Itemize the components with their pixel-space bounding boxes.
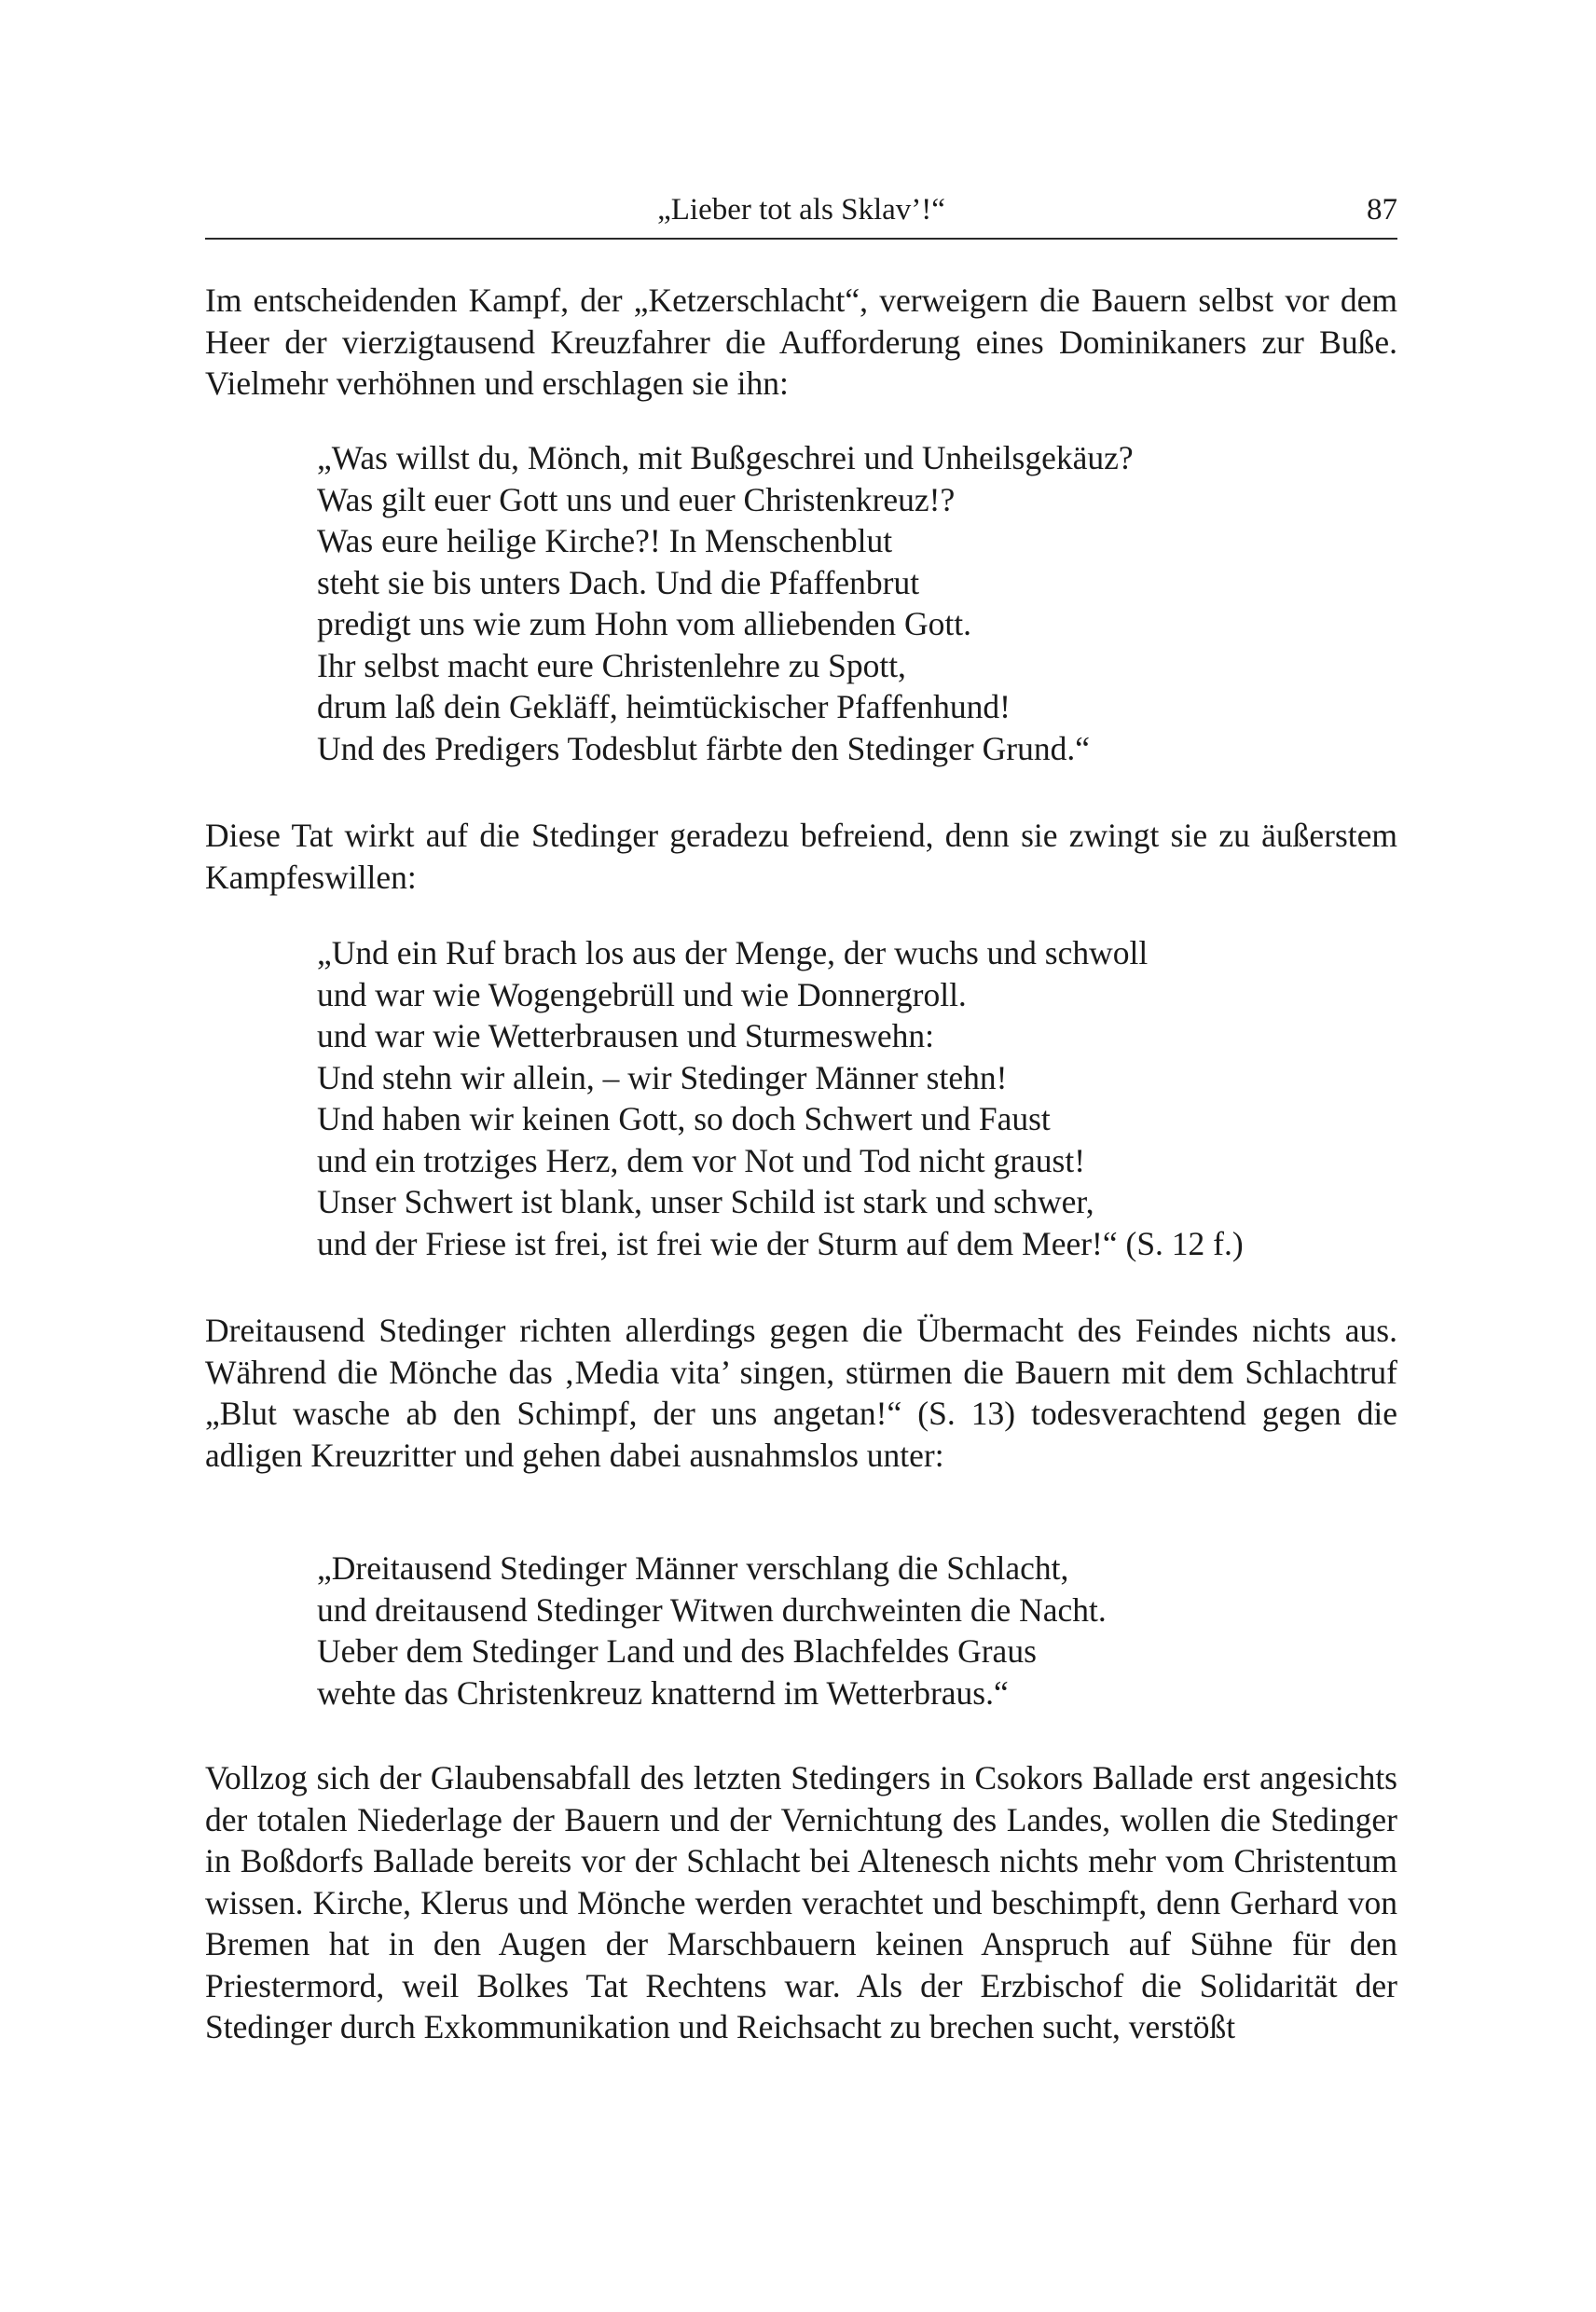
verse-line: Ihr selbst macht eure Christenlehre zu Spott,	[317, 646, 906, 684]
verse-line: „Was willst du, Mönch, mit Bußgeschrei und Unheilsgekäuz?	[317, 439, 1134, 476]
paragraph-2: Diese Tat wirkt auf die Stedinger geradezu befreiend, denn sie zwingt sie zu äußerstem Kampfeswillen:	[205, 817, 1397, 896]
verse-line: und dreitausend Stedinger Witwen durchweinten die Nacht.	[317, 1590, 1107, 1629]
verse-line: predigt uns wie zum Hohn vom alliebenden Gott.	[317, 605, 971, 642]
verse-line: Und haben wir keinen Gott, so doch Schwert und Faust	[317, 1100, 1051, 1137]
page-header	[205, 191, 1397, 240]
verse-block-3	[317, 1548, 1398, 1713]
verse-line: drum laß dein Gekläff, heimtückischer Pfaffenhund!	[317, 688, 1011, 725]
verse-line: Unser Schwert ist blank, unser Schild ist stark und schwer,	[317, 1183, 1094, 1220]
verse-block-1	[317, 437, 1398, 769]
verse-line: Was eure heilige Kirche?! In Menschenblut	[317, 522, 893, 559]
verse-line: und war wie Wetterbrausen und Sturmeswehn:	[317, 1017, 934, 1054]
verse-line: und war wie Wogengebrüll und wie Donnergroll.	[317, 975, 967, 1013]
verse-line: und ein trotziges Herz, dem vor Not und Tod nicht graust!	[317, 1141, 1086, 1179]
verse-line: und der Friese ist frei, ist frei wie der Sturm auf dem Meer!“ (S. 12 f.)	[317, 1224, 1244, 1262]
verse-line: Und stehn wir allein, – wir Stedinger Männer stehn!	[317, 1058, 1008, 1096]
paragraph-1: Im entscheidenden Kampf, der „Ketzerschlacht“, verweigern die Bauern selbst vor dem Heer der vierzigtausend Kreuzfahrer die Aufforderung eines Dominikaners zur Buße. Vielmehr verhöhnen und erschlagen sie ihn:	[205, 282, 1397, 402]
paragraph-3: Dreitausend Stedinger richten allerdings gegen die Übermacht des Feindes nichts aus. Während die Mönche das ‚Media vita’ singen, stürmen die Bauern mit dem Schlachtruf „Blut wasche ab den Schimpf, der uns angetan!“ (S. 13) todesverachtend gegen die adligen Kreuzritter und gehen dabei ausnahmslos unter:	[205, 1312, 1397, 1474]
verse-line: wehte das Christenkreuz knatternd im Wetterbraus.“	[317, 1673, 1009, 1712]
verse-block-2	[317, 932, 1398, 1264]
verse-line: steht sie bis unters Dach. Und die Pfaffenbrut	[317, 563, 920, 601]
verse-line: „Und ein Ruf brach los aus der Menge, der wuchs und schwoll	[317, 934, 1149, 971]
verse-line: Ueber dem Stedinger Land und des Blachfeldes Graus	[317, 1632, 1037, 1670]
paragraph-4: Vollzog sich der Glaubensabfall des letzten Stedingers in Csokors Ballade erst angesichts der totalen Niederlage der Bauern und der Vernichtung des Landes, wollen die Stedinger in Boßdorfs Ballade bereits vor der Schlacht bei Altenesch nichts mehr vom Christentum wissen. Kirche, Klerus und Mönche werden verachtet und beschimpft, denn Gerhard von Bremen hat in den Augen der Marschbauern keinen Anspruch auf Sühne für den Priestermord, weil Bolkes Tat Rechtens war. Als der Erzbischof die Solidarität der Stedinger durch Exkommunikation und Reichsacht zu brechen sucht, verstößt	[205, 1759, 1397, 2045]
verse-line: Und des Predigers Todesblut färbte den Stedinger Grund.“	[317, 729, 1090, 767]
verse-line: Was gilt euer Gott uns und euer Christenkreuz!?	[317, 480, 956, 518]
running-title: „Lieber tot als Sklav’!“	[657, 193, 945, 227]
verse-line: „Dreitausend Stedinger Männer verschlang die Schlacht,	[317, 1549, 1069, 1587]
page-number: 87	[1367, 193, 1397, 227]
